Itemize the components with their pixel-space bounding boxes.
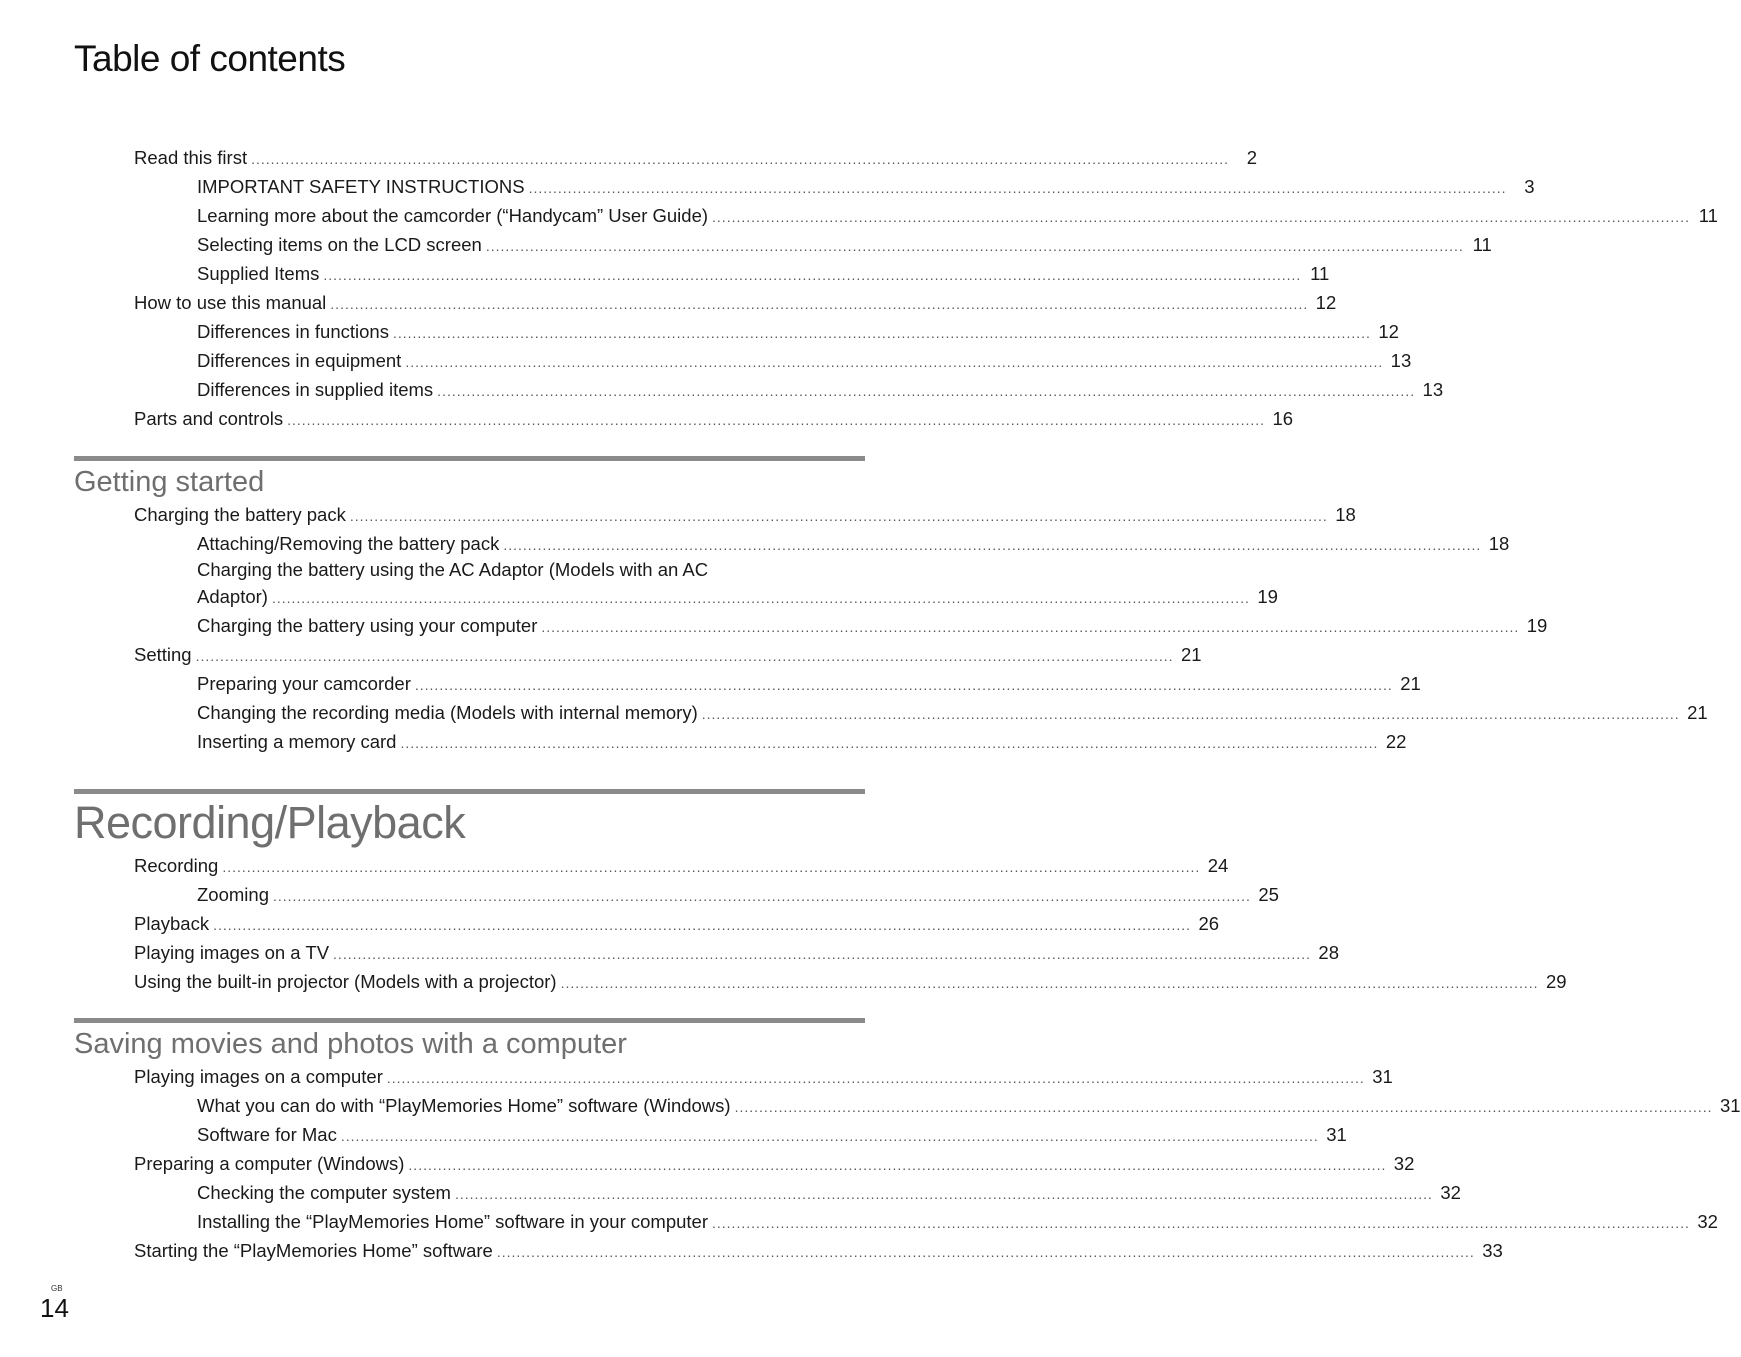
toc-entry-list <box>74 143 1718 433</box>
toc-entry-page-number: 18 <box>1335 504 1356 525</box>
toc-entry-page-number: 31 <box>1719 1095 1741 1116</box>
dot-leader <box>541 613 1519 642</box>
toc-entry-title: Inserting a memory card <box>197 731 397 752</box>
dot-leader <box>393 319 1371 348</box>
toc-entry-title: Starting the “PlayMemories Home” software <box>134 1240 493 1261</box>
toc-entry-page-number: 24 <box>1207 855 1229 876</box>
toc-entry-title: Changing the recording media (Models with internal memory) <box>197 702 698 723</box>
toc-entry-page-number: 11 <box>1310 263 1330 284</box>
language-code: GB <box>51 1284 63 1293</box>
toc-entry-list <box>74 851 1567 996</box>
dot-leader <box>273 882 1251 911</box>
toc-entry-title-line1: Charging the battery using the AC Adaptor (Models with an AC <box>197 559 709 580</box>
toc-section-recording-playback <box>74 789 1567 996</box>
toc-entry[interactable] <box>197 375 1444 404</box>
toc-entry-page-number: 28 <box>1318 942 1339 963</box>
toc-entry-page-number: 31 <box>1372 1066 1393 1087</box>
toc-entry-list <box>74 1062 1741 1265</box>
toc-entry-title: Playing images on a TV <box>134 942 330 963</box>
toc-entry-title: Zooming <box>197 884 269 905</box>
toc-entry[interactable] <box>197 259 1330 288</box>
dot-leader <box>712 203 1690 232</box>
dot-leader <box>497 1238 1475 1267</box>
dot-leader <box>408 1151 1386 1180</box>
dot-leader <box>272 584 1250 613</box>
dot-leader <box>341 1122 1319 1151</box>
toc-entry-title: Playback <box>134 913 210 934</box>
dot-leader <box>222 853 1200 882</box>
toc-entry[interactable] <box>134 640 1202 669</box>
section-divider <box>74 1018 865 1023</box>
toc-entry-title: Checking the computer system <box>197 1182 451 1203</box>
toc-entry[interactable] <box>197 230 1492 259</box>
toc-entry[interactable] <box>134 1149 1415 1178</box>
toc-section-getting-started <box>74 456 1708 756</box>
toc-entry-title: Learning more about the camcorder (“Handycam” User Guide) <box>197 205 709 226</box>
toc-entry-title: Supplied Items <box>197 263 320 284</box>
toc-entry-title: Differences in equipment <box>197 350 402 371</box>
toc-entry[interactable] <box>197 698 1708 727</box>
dot-leader <box>213 911 1191 940</box>
toc-entry-page-number: 18 <box>1488 533 1510 554</box>
toc-entry-list <box>74 500 1708 756</box>
toc-entry-page-number: 13 <box>1390 350 1412 371</box>
toc-entry[interactable] <box>197 346 1412 375</box>
toc-entry-title: Parts and controls <box>134 408 284 429</box>
toc-entry[interactable] <box>134 938 1339 967</box>
toc-entry-title: Attaching/Removing the battery pack <box>197 533 500 554</box>
section-divider <box>74 789 865 794</box>
dot-leader <box>486 232 1464 261</box>
dot-leader <box>405 348 1383 377</box>
dot-leader <box>350 502 1328 531</box>
page-title: Table of contents <box>74 38 346 79</box>
dot-leader <box>330 290 1308 319</box>
toc-entry-title: What you can do with “PlayMemories Home” software (Windows) <box>197 1095 731 1116</box>
toc-entry-page-number: 32 <box>1393 1153 1415 1174</box>
toc-entry-page-number: 21 <box>1180 644 1202 665</box>
dot-leader <box>503 531 1481 560</box>
dot-leader <box>702 700 1680 729</box>
dot-leader <box>712 1209 1690 1238</box>
toc-entry[interactable] <box>134 500 1356 529</box>
dot-leader <box>287 406 1265 435</box>
toc-entry-page-number: 26 <box>1198 913 1220 934</box>
toc-entry[interactable] <box>197 1178 1461 1207</box>
toc-entry-title: Setting <box>134 644 192 665</box>
toc-entry[interactable] <box>197 1091 1741 1120</box>
toc-entry-title: Selecting items on the LCD screen <box>197 234 482 255</box>
dot-leader <box>529 174 1507 203</box>
toc-entry[interactable] <box>197 529 1510 558</box>
section-title: Saving movies and photos with a computer <box>74 1028 627 1060</box>
dot-leader <box>323 261 1301 290</box>
toc-entry[interactable] <box>197 880 1279 909</box>
toc-entry-title: IMPORTANT SAFETY INSTRUCTIONS <box>197 176 525 197</box>
toc-entry[interactable] <box>197 317 1399 346</box>
toc-entry-page-number: 19 <box>1257 586 1278 607</box>
dot-leader <box>196 642 1174 671</box>
toc-entry[interactable] <box>134 1236 1503 1265</box>
toc-entry-page-number: 22 <box>1385 731 1407 752</box>
toc-entry-title: Recording <box>134 855 219 876</box>
toc-entry-title: Preparing your camcorder <box>197 673 411 694</box>
toc-entry-page-number: 11 <box>1698 205 1718 226</box>
dot-leader <box>333 940 1311 969</box>
toc-section-intro <box>74 143 1718 433</box>
toc-entry-title: Installing the “PlayMemories Home” software in your computer <box>197 1211 708 1232</box>
toc-entry-page-number: 13 <box>1422 379 1444 400</box>
toc-entry-page-number: 16 <box>1272 408 1294 429</box>
dot-leader <box>415 671 1393 700</box>
toc-entry-page-number: 33 <box>1482 1240 1503 1261</box>
toc-entry-page-number: 32 <box>1440 1182 1461 1203</box>
dot-leader <box>561 969 1539 998</box>
toc-entry[interactable] <box>197 611 1548 640</box>
toc-entry-page-number: 21 <box>1400 673 1421 694</box>
toc-entry-title: How to use this manual <box>134 292 327 313</box>
dot-leader <box>455 1180 1433 1209</box>
toc-entry-title: Charging the battery pack <box>134 504 346 525</box>
toc-entry-title: Read this first <box>134 147 248 168</box>
toc-entry-page-number: 32 <box>1697 1211 1718 1232</box>
toc-entry-title: Adaptor) <box>197 586 268 607</box>
toc-entry-page-number: 25 <box>1258 884 1279 905</box>
toc-entry-page-number: 12 <box>1315 292 1337 313</box>
toc-entry-title: Playing images on a computer <box>134 1066 383 1087</box>
section-title: Recording/Playback <box>74 797 466 848</box>
dot-leader <box>735 1093 1713 1122</box>
toc-entry[interactable] <box>134 143 1258 172</box>
toc-entry-title: Charging the battery using your computer <box>197 615 538 636</box>
toc-entry[interactable] <box>197 669 1421 698</box>
dot-leader <box>251 145 1229 174</box>
toc-entry-title: Preparing a computer (Windows) <box>134 1153 405 1174</box>
dot-leader <box>437 377 1415 406</box>
section-title: Getting started <box>74 466 265 498</box>
toc-entry-page-number: 3 <box>1524 176 1535 197</box>
toc-entry[interactable] <box>197 201 1718 230</box>
toc-entry-title: Differences in functions <box>197 321 389 342</box>
toc-entry-page-number: 2 <box>1246 147 1258 168</box>
toc-entry-page-number: 31 <box>1326 1124 1347 1145</box>
toc-entry[interactable] <box>134 909 1220 938</box>
toc-entry-page-number: 29 <box>1545 971 1567 992</box>
toc-entry[interactable] <box>197 1120 1347 1149</box>
toc-entry[interactable] <box>197 727 1407 756</box>
toc-entry[interactable] <box>197 172 1535 201</box>
toc-entry-page-number: 12 <box>1378 321 1399 342</box>
toc-section-saving-movies <box>74 1018 1741 1265</box>
toc-entry[interactable] <box>134 967 1567 996</box>
toc-entry[interactable] <box>197 558 1278 611</box>
section-divider <box>74 456 865 461</box>
dot-leader <box>387 1064 1365 1093</box>
toc-entry[interactable] <box>134 1062 1393 1091</box>
toc-entry[interactable] <box>134 851 1229 880</box>
toc-entry-page-number: 21 <box>1687 702 1708 723</box>
page-number: 14 <box>40 1293 69 1323</box>
toc-entry-title: Using the built-in projector (Models with a projector) <box>134 971 557 992</box>
toc-entry[interactable] <box>134 288 1337 317</box>
dot-leader <box>400 729 1378 758</box>
toc-entry-page-number: 19 <box>1526 615 1548 636</box>
toc-entry-page-number: 11 <box>1472 234 1492 255</box>
toc-entry[interactable] <box>197 1207 1718 1236</box>
toc-entry-title: Differences in supplied items <box>197 379 434 400</box>
toc-entry-title: Software for Mac <box>197 1124 337 1145</box>
toc-entry[interactable] <box>134 404 1294 433</box>
